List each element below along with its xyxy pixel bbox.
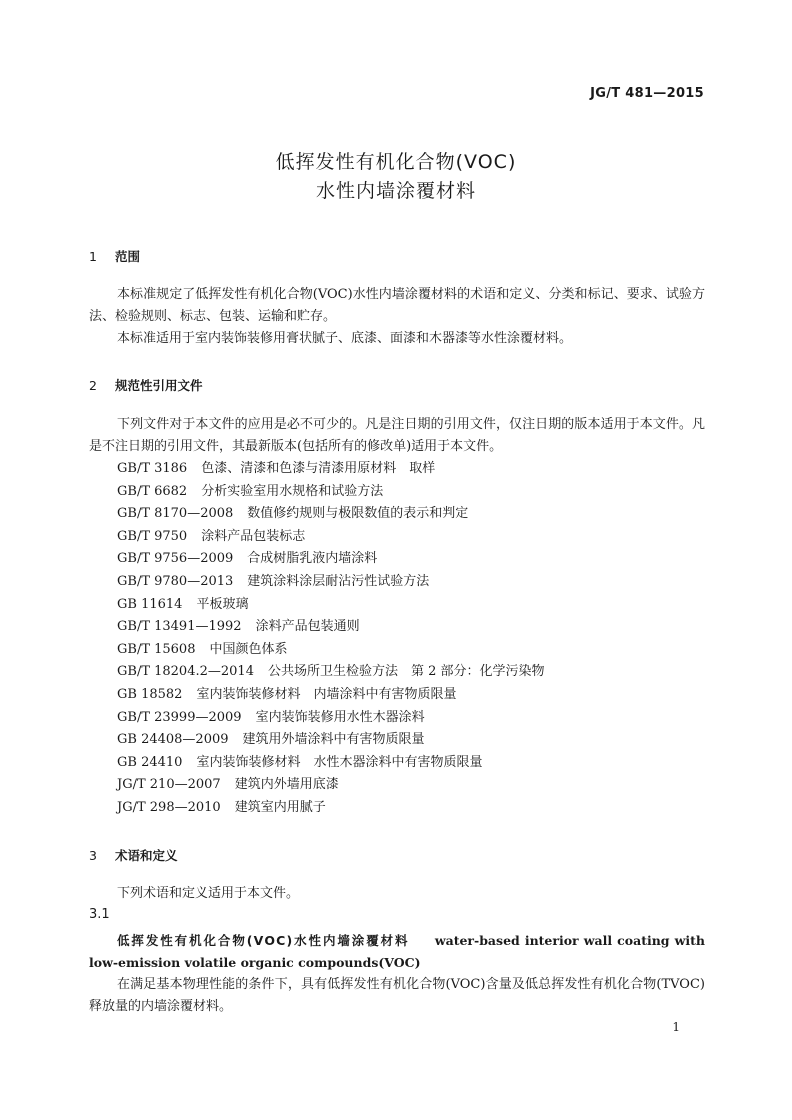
normative-references-intro: 下列文件对于本文件的应用是必不可少的。凡是注日期的引用文件，仅注日期的版本适用于本文件。凡是不注日期的引用文件，其最新版本(包括所有的修改单)适用于本文件。 [89, 417, 705, 454]
section-1-heading [89, 247, 140, 265]
section-title: 规范性引用文件 [115, 378, 203, 393]
reference-item [117, 797, 545, 820]
section-3-heading [89, 846, 178, 864]
reference-item [117, 661, 545, 684]
reference-title: 建筑用外墙涂料中有害物质限量 [242, 732, 425, 748]
reference-title: 平板玻璃 [196, 596, 249, 612]
reference-item [117, 503, 545, 526]
reference-code: GB 24410 [117, 754, 183, 770]
reference-title: 涂料产品包装标志 [201, 528, 306, 544]
section-number: 1 [89, 249, 97, 264]
reference-code: JG/T 210—2007 [117, 777, 221, 793]
terms-intro: 下列术语和定义适用于本文件。 [117, 886, 300, 901]
reference-item [117, 729, 545, 752]
section-title: 范围 [115, 249, 141, 264]
section-number: 3 [89, 848, 97, 863]
reference-code: GB/T 6682 [117, 483, 188, 499]
reference-title: 建筑涂料涂层耐沾污性试验方法 [247, 573, 430, 589]
clause-number: 3.1 [89, 907, 110, 922]
term-definition: 在满足基本物理性能的条件下，具有低挥发性有机化合物(VOC)含量及低总挥发性有机化合物(TVOC)释放量的内墙涂覆材料。 [89, 977, 705, 1014]
term-chinese: 低挥发性有机化合物(VOC)水性内墙涂覆材料 [117, 933, 410, 948]
reference-title: 室内装饰装修材料 内墙涂料中有害物质限量 [196, 686, 457, 702]
reference-item [117, 481, 545, 504]
section-number: 2 [89, 378, 97, 393]
reference-code: GB/T 15608 [117, 641, 196, 657]
reference-title: 中国颜色体系 [209, 641, 288, 657]
reference-item [117, 571, 545, 594]
page-number: 1 [672, 1020, 680, 1034]
reference-code: JG/T 298—2010 [117, 799, 221, 815]
reference-title: 室内装饰装修用水性木器涂料 [255, 709, 425, 725]
reference-item [117, 616, 545, 639]
reference-code: GB/T 8170—2008 [117, 506, 234, 522]
reference-item [117, 526, 545, 549]
reference-item [117, 458, 545, 481]
title-line-2: 水性内墙涂覆材料 [315, 180, 476, 202]
reference-title: 合成树脂乳液内墙涂料 [247, 551, 378, 567]
reference-title: 涂料产品包装通则 [255, 619, 360, 635]
section-2-heading [89, 376, 203, 394]
reference-title: 公共场所卫生检验方法 第 2 部分：化学污染物 [267, 664, 545, 680]
reference-code: GB/T 13491—1992 [117, 619, 242, 635]
term-english: water-based interior wall coating with low-emission volatile organic compounds(VOC) [89, 933, 705, 970]
reference-code: GB/T 23999—2009 [117, 709, 242, 725]
reference-code: GB 24408—2009 [117, 732, 229, 748]
reference-list [117, 458, 545, 820]
reference-title: 建筑室内用腻子 [234, 799, 326, 815]
reference-code: GB/T 9750 [117, 528, 188, 544]
reference-item [117, 684, 545, 707]
reference-title: 色漆、清漆和色漆与清漆用原材料 取样 [201, 461, 436, 476]
reference-item [117, 594, 545, 617]
reference-code: GB/T 3186 [117, 461, 188, 476]
section-title: 术语和定义 [115, 848, 178, 863]
reference-title: 分析实验室用水规格和试验方法 [201, 483, 384, 499]
reference-code: GB/T 18204.2—2014 [117, 664, 254, 680]
standard-code: JG/T 481—2015 [590, 86, 704, 101]
document-title [0, 148, 792, 206]
reference-item [117, 639, 545, 662]
reference-title: 室内装饰装修材料 水性木器涂料中有害物质限量 [196, 754, 483, 770]
reference-code: GB 18582 [117, 686, 183, 702]
reference-code: GB 11614 [117, 596, 183, 612]
reference-title: 数值修约规则与极限数值的表示和判定 [247, 506, 469, 522]
reference-title: 建筑内外墙用底漆 [234, 777, 339, 793]
reference-item [117, 774, 545, 797]
scope-paragraph-2: 本标准适用于室内装饰装修用膏状腻子、底漆、面漆和木器漆等水性涂覆材料。 [117, 331, 573, 346]
reference-code: GB/T 9780—2013 [117, 573, 234, 589]
scope-paragraph-1: 本标准规定了低挥发性有机化合物(VOC)水性内墙涂覆材料的术语和定义、分类和标记、要求、试验方法、检验规则、标志、包装、运输和贮存。 [89, 287, 705, 324]
reference-item [117, 707, 545, 730]
reference-item [117, 548, 545, 571]
title-line-1: 低挥发性有机化合物(VOC) [275, 151, 517, 173]
reference-code: GB/T 9756—2009 [117, 551, 234, 567]
reference-item [117, 752, 545, 775]
term-entry [89, 930, 705, 974]
